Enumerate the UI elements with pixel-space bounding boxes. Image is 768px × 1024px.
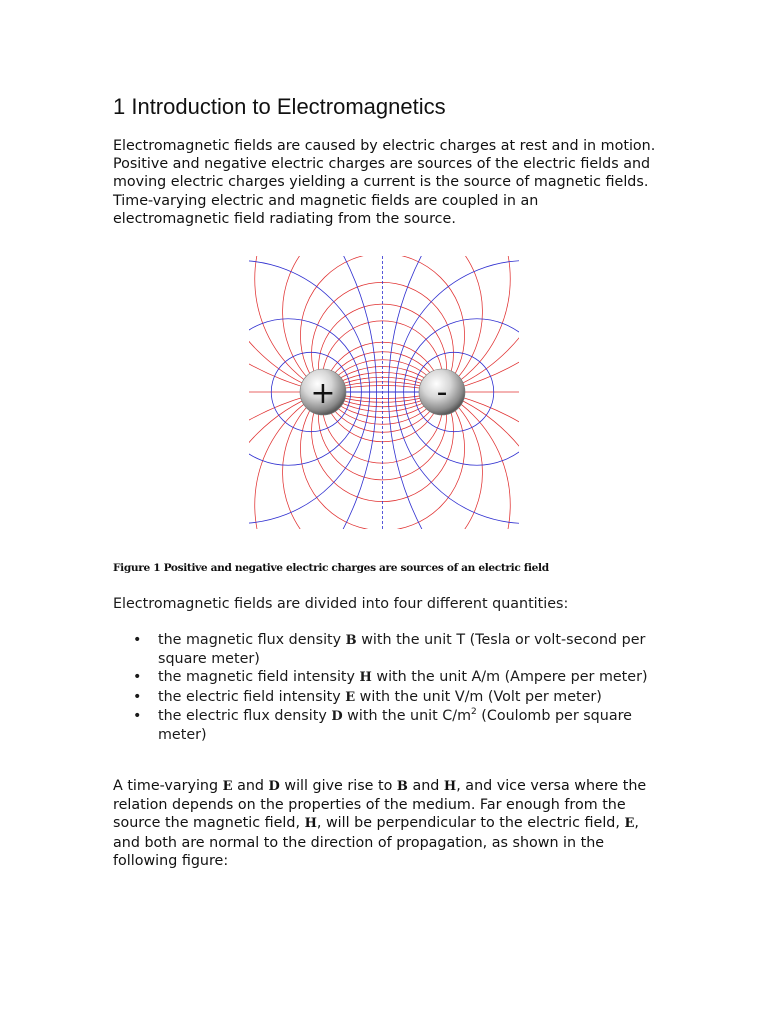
- bullet-icon: •: [133, 632, 142, 648]
- symbol-E: E: [624, 816, 635, 832]
- symbol-H: H: [359, 670, 372, 686]
- electric-field-line: [318, 352, 446, 480]
- list-item: • the electric flux density D with the unit $C/m^2$ (Coulomb per square meter): [133, 707, 632, 744]
- symbol-H: H: [304, 816, 317, 832]
- bullet-icon: •: [133, 688, 142, 705]
- symbol-E: E: [345, 689, 356, 705]
- symbol-D: D: [331, 708, 343, 724]
- symbol-D: D: [268, 779, 280, 794]
- bullet-icon: •: [133, 669, 142, 686]
- list-item: • the magnetic flux density B with the unit T (Tesla or volt-second per square meter): [133, 632, 646, 668]
- bullet-icon: •: [133, 707, 142, 724]
- symbol-H: H: [443, 779, 457, 794]
- quantities-list: [113, 631, 658, 744]
- symbol-B: B: [396, 779, 408, 794]
- electric-field-line: [249, 256, 519, 402]
- symbol-E: E: [222, 779, 233, 794]
- list-item: • the magnetic field intensity H with the unit A/m (Ampere per meter): [133, 669, 648, 686]
- closing-paragraph: A time-varying E and D will give rise to B and H, and vice versa where the relation depends on the properties of the medium. Far enough from the source the magnetic field, H, will be perpendicular to the electric field, E, and both are normal to the direction of propagation, as shown in the following figure:: [113, 778, 647, 869]
- positive-charge-label: +: [310, 376, 336, 411]
- negative-charge: [419, 369, 465, 415]
- symbol-B: B: [345, 633, 357, 648]
- dipole-field-figure: [249, 256, 519, 529]
- figure-caption: Figure 1 Positive and negative electric charges are sources of an electric field: [113, 562, 549, 574]
- electric-field-line: [249, 382, 519, 529]
- quantities-lead: Electromagnetic fields are divided into four different quantities:: [113, 596, 569, 612]
- positive-charge: [300, 369, 346, 415]
- list-item: • the electric field intensity E with the unit V/m (Volt per meter): [133, 688, 602, 705]
- intro-paragraph: Electromagnetic fields are caused by electric charges at rest and in motion. Positive and negative electric charges are sources of the electric fields and moving electric charges yielding a current is the source of magnetic fields. Time-varying electric and magnetic fields are coupled in an electromagnetic field radiating from the source.: [113, 138, 656, 227]
- page-title: 1 Introduction to Electromagnetics: [113, 94, 446, 119]
- negative-charge-label: -: [436, 375, 448, 410]
